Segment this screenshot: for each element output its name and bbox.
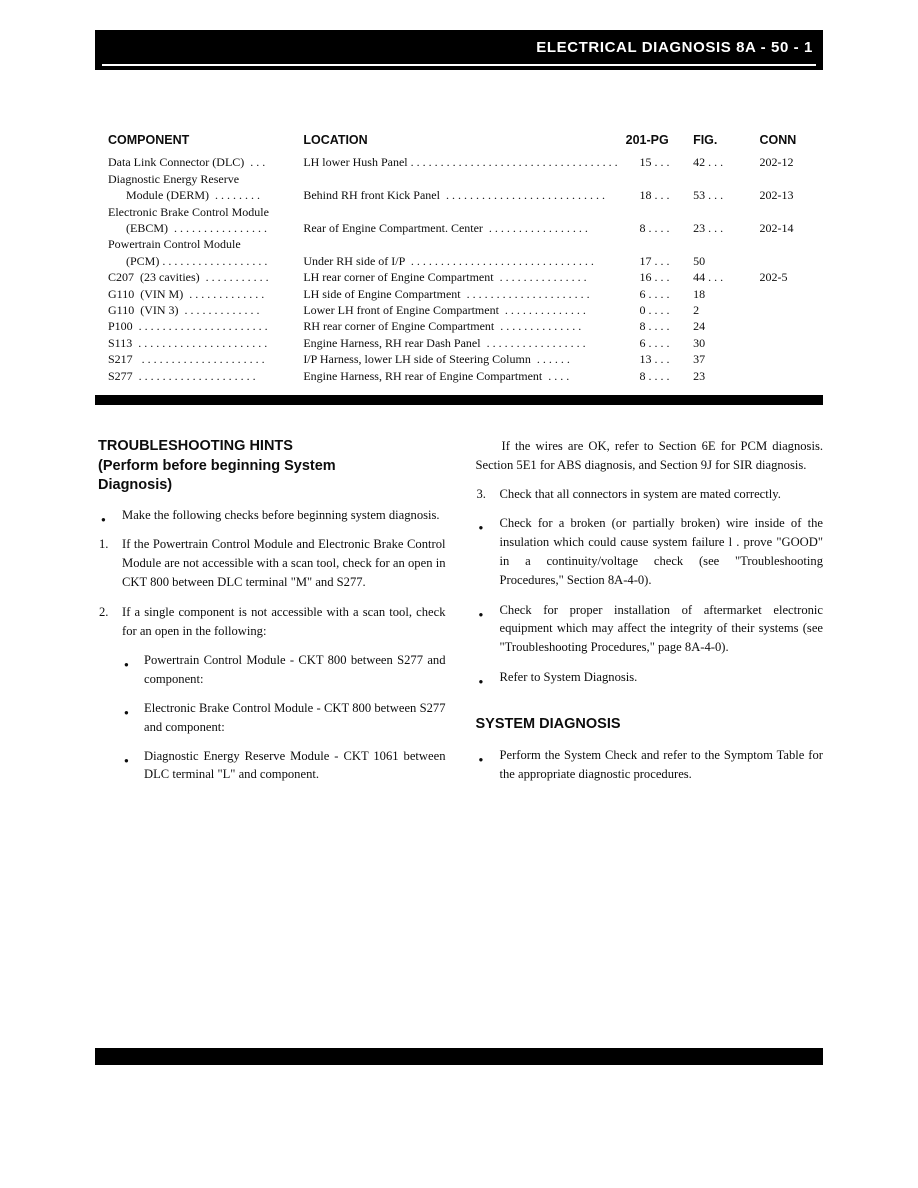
- item-text: Refer to System Diagnosis.: [499, 670, 638, 685]
- hints-list: [98, 506, 446, 785]
- cell-pg: 15 . . .: [639, 155, 670, 170]
- cell-pg: 18 . . .: [639, 188, 670, 203]
- bullet-icon: ●: [478, 755, 484, 765]
- body-columns: [95, 437, 823, 795]
- cell-location: [303, 236, 625, 252]
- system-diagnosis-heading: SYSTEM DIAGNOSIS: [475, 715, 621, 732]
- cell-pg: 16 . . .: [639, 270, 670, 285]
- item-text: Perform the System Check and refer to the Symptom Table for the appropriate diagnostic procedures.: [499, 748, 823, 782]
- cell-location: LH side of Engine Compartment . . . . . . . . . . . . . . . . . . . . .: [303, 286, 590, 301]
- cell-fig: 24: [693, 319, 706, 334]
- cell-component: Electronic Brake Control Module: [108, 204, 269, 219]
- item-text: Electronic Brake Control Module - CKT 800 between S277 and component:: [144, 700, 446, 734]
- bullet-icon: ●: [478, 677, 484, 687]
- table-rows: [108, 154, 819, 384]
- cell-conn: [760, 253, 819, 269]
- item-text: Make the following checks before beginning system diagnosis.: [122, 507, 440, 522]
- cell-component: (EBCM) . . . . . . . . . . . . . . . .: [108, 221, 267, 236]
- intro-paragraph: If the wires are OK, refer to Section 6E for PCM diagnosis. Section 5E1 for ABS diagnosis, and Section 9J for SIR diagnosis.: [475, 439, 823, 472]
- cell-pg: [626, 236, 694, 252]
- bullet-icon: ●: [124, 660, 129, 670]
- bullet-item: [98, 651, 446, 689]
- col-header-pg: 201-PG: [625, 133, 669, 147]
- cell-component: P100 . . . . . . . . . . . . . . . . . . . . . .: [108, 319, 268, 334]
- cell-location: LH rear corner of Engine Compartment . . . . . . . . . . . . . . .: [303, 270, 587, 285]
- cell-fig: [693, 204, 759, 220]
- bullet-icon: ●: [478, 609, 484, 619]
- table-row: [108, 335, 819, 351]
- cell-component: S277 . . . . . . . . . . . . . . . . . . . .: [108, 368, 256, 383]
- item-text: Powertrain Control Module - CKT 800 between S277 and component:: [144, 653, 446, 687]
- cell-fig: 50: [693, 253, 706, 268]
- cell-location: Behind RH front Kick Panel . . . . . . . . . . . . . . . . . . . . . . . . . . .: [303, 188, 605, 203]
- numbered-item: [476, 485, 824, 504]
- item-text: Diagnostic Energy Reserve Module - CKT 1061 between DLC terminal "L" and component.: [144, 748, 446, 782]
- bullet-item: [98, 506, 446, 525]
- bullet-item: [476, 601, 824, 657]
- cell-conn: [760, 302, 819, 318]
- bullet-item: [476, 746, 824, 784]
- cell-fig: 23 . . .: [693, 221, 724, 236]
- cell-fig: 18: [693, 286, 706, 301]
- table-row: [108, 351, 819, 367]
- cell-conn: [760, 171, 819, 187]
- col-header-fig: FIG.: [693, 133, 718, 147]
- cell-pg: 8 . . . .: [639, 368, 670, 383]
- page-header-bar: [95, 30, 823, 70]
- cell-component: (PCM) . . . . . . . . . . . . . . . . . .: [108, 253, 268, 268]
- bullet-item: [476, 668, 824, 687]
- table-row: [108, 302, 819, 318]
- component-location-table: [95, 132, 823, 384]
- troubleshooting-hints-heading: [98, 437, 446, 496]
- cell-location: [303, 171, 625, 187]
- cell-conn: 202-13: [759, 188, 794, 203]
- troubleshooting-column: [98, 437, 446, 795]
- cell-component: Data Link Connector (DLC) . . .: [108, 155, 266, 170]
- cell-component: Powertrain Control Module: [108, 237, 241, 252]
- cell-pg: [626, 171, 694, 187]
- cell-component: G110 (VIN M) . . . . . . . . . . . . .: [108, 286, 265, 301]
- table-row: [108, 171, 819, 187]
- cell-component: Diagnostic Energy Reserve: [108, 171, 240, 186]
- cell-conn: 202-12: [759, 155, 794, 170]
- table-row: [108, 187, 819, 203]
- bullet-icon: ●: [101, 514, 106, 524]
- cell-fig: 53 . . .: [693, 188, 724, 203]
- col-header-component: COMPONENT: [108, 133, 190, 147]
- cell-fig: 30: [693, 335, 706, 350]
- table-row: [108, 220, 819, 236]
- cell-component: Module (DERM) . . . . . . . .: [108, 188, 260, 203]
- table-row: [108, 236, 819, 252]
- diagnosis-column: [476, 437, 824, 795]
- item-text: Check that all connectors in system are mated correctly.: [499, 486, 781, 501]
- page-title: ELECTRICAL DIAGNOSIS 8A - 50 - 1: [536, 39, 813, 56]
- cell-pg: 8 . . . .: [639, 221, 670, 236]
- checks-list: [476, 485, 824, 687]
- cell-location: [303, 204, 625, 220]
- col-header-conn: CONN: [759, 133, 797, 147]
- system-diagnosis-list: [476, 746, 824, 784]
- cell-pg: 13 . . .: [639, 352, 670, 367]
- cell-conn: [760, 286, 819, 302]
- cell-fig: [693, 171, 759, 187]
- cell-conn: [760, 335, 819, 351]
- cell-component: G110 (VIN 3) . . . . . . . . . . . . .: [108, 303, 260, 318]
- heading-line: Diagnosis): [98, 477, 173, 494]
- header-underline: [102, 64, 816, 66]
- table-row: [108, 253, 819, 269]
- table-row: [108, 368, 819, 384]
- table-row: [108, 318, 819, 334]
- page-footer-bar: [95, 1048, 823, 1065]
- cell-fig: [693, 236, 759, 252]
- heading-line: (Perform before beginning System: [98, 457, 336, 474]
- bullet-item: [98, 699, 446, 737]
- cell-location: RH rear corner of Engine Compartment . . . . . . . . . . . . . .: [303, 319, 582, 334]
- cell-component: S113 . . . . . . . . . . . . . . . . . . . . . .: [108, 335, 268, 350]
- cell-conn: [760, 351, 819, 367]
- cell-conn: [760, 318, 819, 334]
- table-row: [108, 204, 819, 220]
- item-text: Check for a broken (or partially broken) wire inside of the insulation which could cause system failure l . prove "GOOD" in a continuity/voltage check (see "Troubleshooting Procedures," Section 8A-4-0).: [499, 516, 823, 587]
- cell-location: Lower LH front of Engine Compartment . . . . . . . . . . . . . .: [303, 303, 586, 318]
- bullet-icon: ●: [478, 523, 484, 533]
- cell-pg: 17 . . .: [639, 253, 670, 268]
- cell-component: S217 . . . . . . . . . . . . . . . . . . . . .: [108, 352, 265, 367]
- cell-fig: 2: [693, 303, 700, 318]
- item-number: 2.: [99, 604, 109, 619]
- item-text: Check for proper installation of aftermarket electronic equipment which may affect the integrity of their systems (see "Troubleshooting Procedures," page 8A-4-0).: [499, 602, 823, 655]
- cell-fig: 44 . . .: [693, 270, 724, 285]
- scanned-page: [95, 30, 823, 795]
- cell-location: Rear of Engine Compartment. Center . . . . . . . . . . . . . . . . .: [303, 221, 588, 236]
- table-row: [108, 269, 819, 285]
- bullet-icon: ●: [124, 755, 129, 765]
- item-number: 3.: [476, 486, 486, 501]
- table-header-row: [108, 132, 819, 148]
- cell-fig: 37: [693, 352, 706, 367]
- cell-fig: 23: [693, 368, 706, 383]
- item-number: 1.: [99, 537, 109, 552]
- cell-pg: 6 . . . .: [639, 335, 670, 350]
- bullet-item: [476, 514, 824, 589]
- numbered-item: [98, 603, 446, 641]
- bullet-icon: ●: [124, 707, 129, 717]
- table-row: [108, 154, 819, 170]
- section-divider: [95, 395, 823, 405]
- heading-line: TROUBLESHOOTING HINTS: [98, 438, 293, 455]
- cell-location: Engine Harness, RH rear of Engine Compartment . . . .: [303, 368, 570, 383]
- cell-pg: 0 . . . .: [639, 303, 670, 318]
- numbered-item: [98, 535, 446, 591]
- cell-pg: 8 . . . .: [639, 319, 670, 334]
- cell-fig: 42 . . .: [693, 155, 724, 170]
- item-text: If the Powertrain Control Module and Electronic Brake Control Module are not accessible with a scan tool, check for an open in CKT 800 between DLC terminal "M" and S277.: [122, 537, 446, 589]
- cell-conn: [760, 368, 819, 384]
- col-header-location: LOCATION: [303, 133, 368, 147]
- cell-conn: [760, 236, 819, 252]
- cell-pg: [626, 204, 694, 220]
- cell-conn: 202-5: [759, 270, 788, 285]
- cell-conn: 202-14: [759, 221, 794, 236]
- cell-component: C207 (23 cavities) . . . . . . . . . . .: [108, 270, 269, 285]
- cell-location: Under RH side of I/P . . . . . . . . . . . . . . . . . . . . . . . . . . . . . . .: [303, 253, 594, 268]
- cell-location: I/P Harness, lower LH side of Steering Column . . . . . .: [303, 352, 570, 367]
- cell-pg: 6 . . . .: [639, 286, 670, 301]
- cell-location: Engine Harness, RH rear Dash Panel . . . . . . . . . . . . . . . . .: [303, 335, 586, 350]
- bullet-item: [98, 747, 446, 785]
- item-text: If a single component is not accessible with a scan tool, check for an open in the following:: [122, 604, 446, 638]
- cell-location: LH lower Hush Panel . . . . . . . . . . . . . . . . . . . . . . . . . . . . . . . . . . .: [303, 155, 618, 170]
- cell-conn: [760, 204, 819, 220]
- table-row: [108, 286, 819, 302]
